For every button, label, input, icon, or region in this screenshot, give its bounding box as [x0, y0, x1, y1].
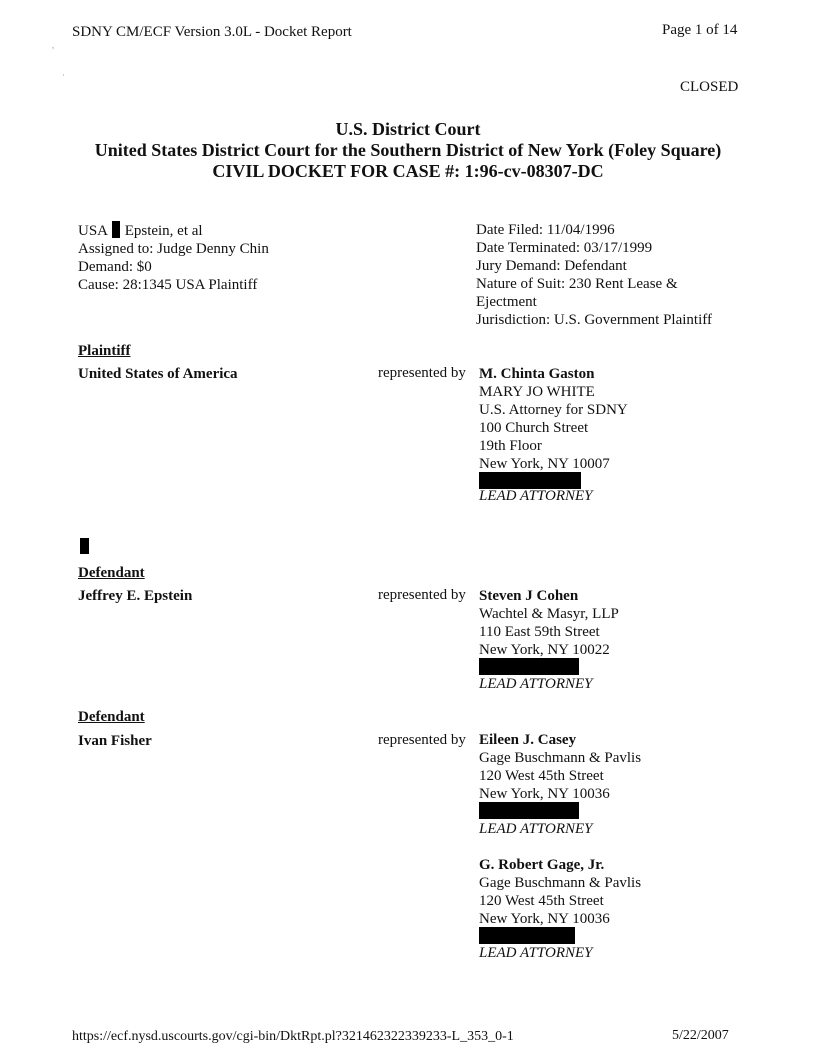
scan-speck: · — [62, 70, 65, 80]
party-role-plaintiff: Plaintiff — [78, 343, 131, 359]
lead-attorney-label: LEAD ATTORNEY — [479, 821, 593, 837]
assigned-judge: Assigned to: Judge Denny Chin — [78, 241, 269, 257]
party-role-defendant: Defendant — [78, 709, 145, 725]
attorney-line: New York, NY 10036 — [479, 911, 610, 927]
attorney-name: M. Chinta Gaston — [479, 366, 595, 382]
attorney-block — [479, 856, 641, 928]
redaction-box — [479, 927, 575, 944]
attorney-line: Gage Buschmann & Pavlis — [479, 750, 642, 766]
party-name-plaintiff: United States of America — [78, 366, 238, 382]
party-name-defendant: Ivan Fisher — [78, 733, 152, 749]
date-terminated: Date Terminated: 03/17/1999 — [476, 240, 653, 256]
attorney-line: New York, NY 10036 — [479, 786, 610, 802]
attorney-line: Gage Buschmann & Pavlis — [479, 875, 642, 891]
case-status: CLOSED — [680, 79, 739, 95]
attorney-line: 110 East 59th Street — [479, 624, 600, 640]
represented-by-label: represented by — [378, 732, 466, 748]
redaction-box — [80, 538, 89, 554]
jury-demand: Jury Demand: Defendant — [476, 258, 627, 274]
attorney-line: New York, NY 10022 — [479, 642, 610, 658]
caption-plaintiff: USA — [78, 223, 108, 239]
jurisdiction: Jurisdiction: U.S. Government Plaintiff — [476, 312, 712, 328]
attorney-block — [479, 587, 619, 659]
demand: Demand: $0 — [78, 259, 152, 275]
footer-url: https://ecf.nysd.uscourts.gov/cgi-bin/DktRpt.pl?321462322339233-L_353_0-1 — [72, 1029, 514, 1044]
caption-defendant: Epstein, et al — [124, 223, 203, 239]
court-title: U.S. District Court — [335, 119, 481, 139]
court-full-name: United States District Court for the Southern District of New York (Foley Square) — [94, 140, 722, 160]
nature-of-suit-cont: Ejectment — [476, 294, 537, 310]
redaction-box — [479, 658, 579, 675]
party-name-defendant: Jeffrey E. Epstein — [78, 588, 193, 604]
attorney-line: MARY JO WHITE — [479, 384, 595, 400]
represented-by-label: represented by — [378, 587, 466, 603]
cause: Cause: 28:1345 USA Plaintiff — [78, 277, 258, 293]
lead-attorney-label: LEAD ATTORNEY — [479, 488, 593, 504]
lead-attorney-label: LEAD ATTORNEY — [479, 945, 593, 961]
redaction-box — [112, 221, 120, 238]
page-number: Page 1 of 14 — [662, 22, 738, 38]
lead-attorney-label: LEAD ATTORNEY — [479, 676, 593, 692]
represented-by-label: represented by — [378, 365, 466, 381]
attorney-line: 120 West 45th Street — [479, 893, 604, 909]
attorney-line: Wachtel & Masyr, LLP — [479, 606, 619, 622]
case-dates — [476, 221, 712, 329]
case-caption — [78, 221, 269, 240]
nature-of-suit: Nature of Suit: 230 Rent Lease & — [476, 276, 678, 292]
attorney-name: Steven J Cohen — [479, 588, 579, 604]
attorney-name: Eileen J. Casey — [479, 732, 577, 748]
attorney-line: 120 West 45th Street — [479, 768, 604, 784]
docket-case-number: CIVIL DOCKET FOR CASE #: 1:96-cv-08307-DC — [212, 161, 604, 181]
scan-speck: , — [52, 40, 55, 50]
attorney-block — [479, 731, 641, 803]
footer-date: 5/22/2007 — [672, 1028, 729, 1043]
attorney-name: G. Robert Gage, Jr. — [479, 857, 605, 873]
attorney-block — [479, 365, 628, 473]
attorney-line: 19th Floor — [479, 438, 542, 454]
attorney-line: New York, NY 10007 — [479, 456, 610, 472]
date-filed: Date Filed: 11/04/1996 — [476, 222, 615, 238]
attorney-line: U.S. Attorney for SDNY — [479, 402, 628, 418]
party-role-defendant: Defendant — [78, 565, 145, 581]
header-title: SDNY CM/ECF Version 3.0L - Docket Report — [72, 24, 352, 40]
attorney-line: 100 Church Street — [479, 420, 589, 436]
redaction-box — [479, 802, 579, 819]
case-info — [78, 221, 269, 294]
